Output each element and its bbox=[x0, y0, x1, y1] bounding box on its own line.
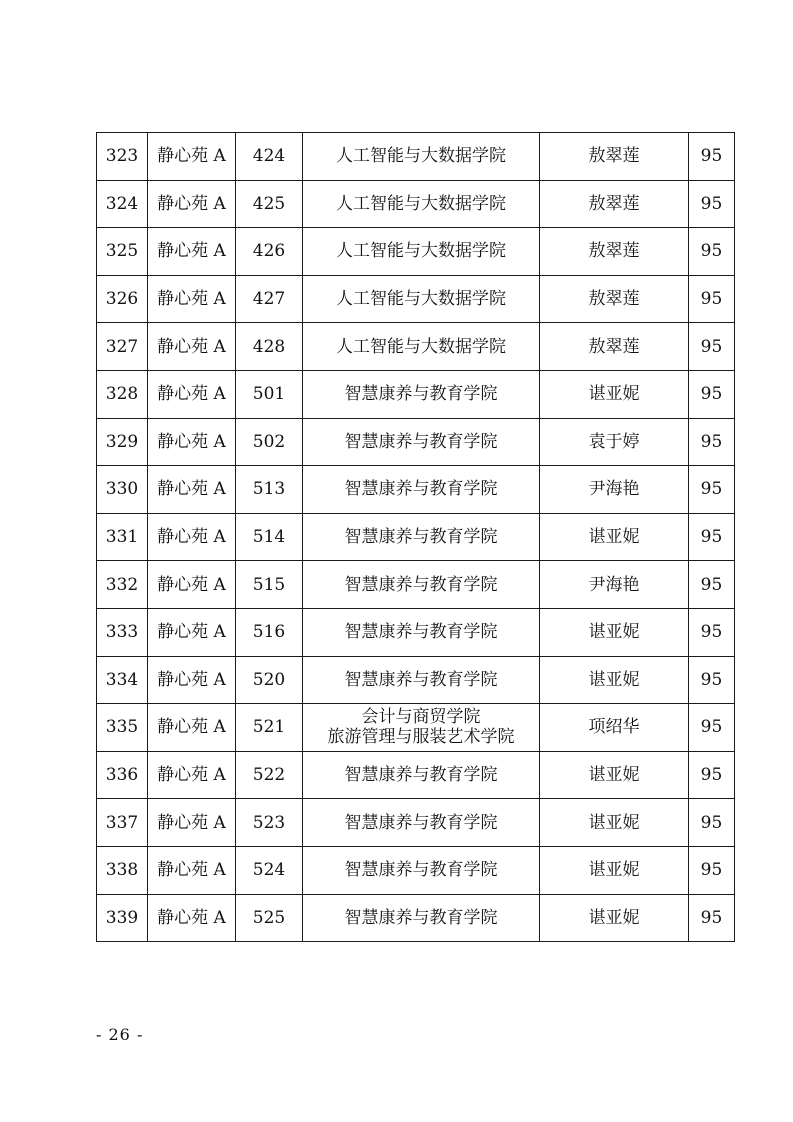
building-cell: 静心苑 A bbox=[148, 370, 236, 418]
building-cell: 静心苑 A bbox=[148, 275, 236, 323]
college-cell bbox=[303, 561, 540, 609]
college-cell bbox=[303, 656, 540, 704]
table-row bbox=[97, 656, 735, 704]
building-cell: 静心苑 A bbox=[148, 656, 236, 704]
building-cell: 静心苑 A bbox=[148, 180, 236, 228]
person-in-charge-cell: 敖翠莲 bbox=[540, 323, 689, 371]
table-row bbox=[97, 323, 735, 371]
college-name-line: 智慧康养与教育学院 bbox=[344, 527, 498, 548]
row-number-cell: 332 bbox=[97, 561, 148, 609]
person-in-charge-cell: 谌亚妮 bbox=[540, 513, 689, 561]
college-name-line: 人工智能与大数据学院 bbox=[336, 193, 506, 214]
college-name-line: 智慧康养与教育学院 bbox=[344, 907, 498, 928]
building-cell: 静心苑 A bbox=[148, 513, 236, 561]
room-number-cell: 522 bbox=[236, 751, 303, 799]
score-cell: 95 bbox=[689, 799, 735, 847]
table-row bbox=[97, 275, 735, 323]
college-cell bbox=[303, 370, 540, 418]
college-cell bbox=[303, 180, 540, 228]
row-number-cell: 330 bbox=[97, 466, 148, 514]
building-cell: 静心苑 A bbox=[148, 561, 236, 609]
building-cell: 静心苑 A bbox=[148, 418, 236, 466]
room-number-cell: 426 bbox=[236, 228, 303, 276]
room-number-cell: 520 bbox=[236, 656, 303, 704]
row-number-cell: 336 bbox=[97, 751, 148, 799]
college-name-line: 智慧康养与教育学院 bbox=[344, 431, 498, 452]
score-cell: 95 bbox=[689, 608, 735, 656]
score-cell: 95 bbox=[689, 894, 735, 942]
person-in-charge-cell: 谌亚妮 bbox=[540, 846, 689, 894]
college-cell bbox=[303, 608, 540, 656]
row-number-cell: 339 bbox=[97, 894, 148, 942]
college-name-line: 人工智能与大数据学院 bbox=[336, 146, 506, 167]
college-name-line: 旅游管理与服装艺术学院 bbox=[327, 727, 515, 748]
person-in-charge-cell: 谌亚妮 bbox=[540, 751, 689, 799]
college-cell bbox=[303, 704, 540, 752]
room-number-cell: 521 bbox=[236, 704, 303, 752]
college-name-line: 智慧康养与教育学院 bbox=[344, 479, 498, 500]
building-cell: 静心苑 A bbox=[148, 608, 236, 656]
table-row bbox=[97, 751, 735, 799]
row-number-cell: 337 bbox=[97, 799, 148, 847]
score-cell: 95 bbox=[689, 513, 735, 561]
person-in-charge-cell: 尹海艳 bbox=[540, 561, 689, 609]
row-number-cell: 338 bbox=[97, 846, 148, 894]
row-number-cell: 329 bbox=[97, 418, 148, 466]
person-in-charge-cell: 项绍华 bbox=[540, 704, 689, 752]
room-number-cell: 516 bbox=[236, 608, 303, 656]
table-row bbox=[97, 180, 735, 228]
college-name-line: 智慧康养与教育学院 bbox=[344, 669, 498, 690]
person-in-charge-cell: 尹海艳 bbox=[540, 466, 689, 514]
row-number-cell: 331 bbox=[97, 513, 148, 561]
row-number-cell: 328 bbox=[97, 370, 148, 418]
college-cell bbox=[303, 228, 540, 276]
score-cell: 95 bbox=[689, 846, 735, 894]
score-cell: 95 bbox=[689, 418, 735, 466]
table-row bbox=[97, 799, 735, 847]
score-cell: 95 bbox=[689, 275, 735, 323]
table-row bbox=[97, 608, 735, 656]
row-number-cell: 324 bbox=[97, 180, 148, 228]
row-number-cell: 327 bbox=[97, 323, 148, 371]
college-name-line: 人工智能与大数据学院 bbox=[336, 336, 506, 357]
room-number-cell: 424 bbox=[236, 133, 303, 181]
college-cell bbox=[303, 275, 540, 323]
score-cell: 95 bbox=[689, 180, 735, 228]
table-row bbox=[97, 846, 735, 894]
row-number-cell: 333 bbox=[97, 608, 148, 656]
table-row bbox=[97, 513, 735, 561]
building-cell: 静心苑 A bbox=[148, 466, 236, 514]
building-cell: 静心苑 A bbox=[148, 846, 236, 894]
college-cell bbox=[303, 418, 540, 466]
room-number-cell: 428 bbox=[236, 323, 303, 371]
dormitory-score-table bbox=[96, 132, 735, 942]
room-number-cell: 513 bbox=[236, 466, 303, 514]
building-cell: 静心苑 A bbox=[148, 133, 236, 181]
building-cell: 静心苑 A bbox=[148, 751, 236, 799]
score-cell: 95 bbox=[689, 323, 735, 371]
room-number-cell: 514 bbox=[236, 513, 303, 561]
row-number-cell: 335 bbox=[97, 704, 148, 752]
score-cell: 95 bbox=[689, 751, 735, 799]
person-in-charge-cell: 敖翠莲 bbox=[540, 180, 689, 228]
table-row bbox=[97, 704, 735, 752]
college-name-line: 智慧康养与教育学院 bbox=[344, 384, 498, 405]
person-in-charge-cell: 谌亚妮 bbox=[540, 370, 689, 418]
college-name-line: 人工智能与大数据学院 bbox=[336, 289, 506, 310]
row-number-cell: 323 bbox=[97, 133, 148, 181]
college-cell bbox=[303, 133, 540, 181]
row-number-cell: 325 bbox=[97, 228, 148, 276]
room-number-cell: 427 bbox=[236, 275, 303, 323]
table-row bbox=[97, 894, 735, 942]
college-name-line: 人工智能与大数据学院 bbox=[336, 241, 506, 262]
building-cell: 静心苑 A bbox=[148, 894, 236, 942]
person-in-charge-cell: 谌亚妮 bbox=[540, 656, 689, 704]
table-row bbox=[97, 418, 735, 466]
room-number-cell: 515 bbox=[236, 561, 303, 609]
college-name-line: 智慧康养与教育学院 bbox=[344, 622, 498, 643]
table-body bbox=[97, 133, 735, 942]
college-cell bbox=[303, 799, 540, 847]
row-number-cell: 334 bbox=[97, 656, 148, 704]
room-number-cell: 523 bbox=[236, 799, 303, 847]
table-row bbox=[97, 228, 735, 276]
table-row bbox=[97, 561, 735, 609]
page-number: - 26 - bbox=[96, 1025, 144, 1044]
person-in-charge-cell: 袁于婷 bbox=[540, 418, 689, 466]
room-number-cell: 502 bbox=[236, 418, 303, 466]
building-cell: 静心苑 A bbox=[148, 704, 236, 752]
room-number-cell: 524 bbox=[236, 846, 303, 894]
college-name-line: 智慧康养与教育学院 bbox=[344, 860, 498, 881]
score-cell: 95 bbox=[689, 561, 735, 609]
college-name-line: 会计与商贸学院 bbox=[361, 707, 481, 728]
person-in-charge-cell: 敖翠莲 bbox=[540, 133, 689, 181]
score-cell: 95 bbox=[689, 466, 735, 514]
score-cell: 95 bbox=[689, 133, 735, 181]
college-name-line: 智慧康养与教育学院 bbox=[344, 765, 498, 786]
person-in-charge-cell: 谌亚妮 bbox=[540, 894, 689, 942]
score-cell: 95 bbox=[689, 656, 735, 704]
score-cell: 95 bbox=[689, 370, 735, 418]
college-cell bbox=[303, 846, 540, 894]
college-name-line: 智慧康养与教育学院 bbox=[344, 812, 498, 833]
building-cell: 静心苑 A bbox=[148, 323, 236, 371]
table-row bbox=[97, 466, 735, 514]
score-cell: 95 bbox=[689, 228, 735, 276]
table-row bbox=[97, 133, 735, 181]
building-cell: 静心苑 A bbox=[148, 228, 236, 276]
college-cell bbox=[303, 751, 540, 799]
college-cell bbox=[303, 513, 540, 561]
building-cell: 静心苑 A bbox=[148, 799, 236, 847]
person-in-charge-cell: 谌亚妮 bbox=[540, 799, 689, 847]
row-number-cell: 326 bbox=[97, 275, 148, 323]
college-cell bbox=[303, 466, 540, 514]
person-in-charge-cell: 谌亚妮 bbox=[540, 608, 689, 656]
college-cell bbox=[303, 894, 540, 942]
room-number-cell: 525 bbox=[236, 894, 303, 942]
room-number-cell: 501 bbox=[236, 370, 303, 418]
college-cell bbox=[303, 323, 540, 371]
person-in-charge-cell: 敖翠莲 bbox=[540, 228, 689, 276]
score-cell: 95 bbox=[689, 704, 735, 752]
room-number-cell: 425 bbox=[236, 180, 303, 228]
table-row bbox=[97, 370, 735, 418]
person-in-charge-cell: 敖翠莲 bbox=[540, 275, 689, 323]
college-name-line: 智慧康养与教育学院 bbox=[344, 574, 498, 595]
